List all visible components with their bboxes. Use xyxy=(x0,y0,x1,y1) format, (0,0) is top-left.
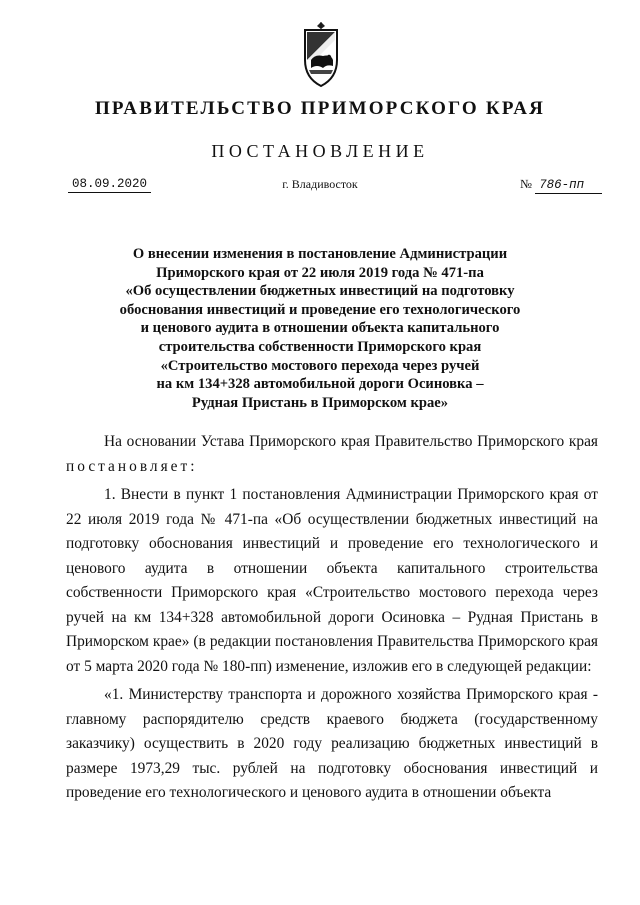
heading-line: обоснования инвестиций и проведение его технологического xyxy=(119,301,521,318)
primorsky-krai-coat-of-arms-icon xyxy=(295,20,347,88)
heading-line: строительства собственности Приморского края xyxy=(158,338,482,355)
document-city: г. Владивосток xyxy=(282,177,358,191)
paragraph-preamble xyxy=(66,430,598,479)
paragraph-quoted-item: «1. Министерству транспорта и дорожного хозяйства Приморского края - главному распорядителю средств краевого бюджета (государственному заказчику) осуществить в 2020 году реализацию бюджетных инвестиций в размере 1973,29 тыс. рублей на подготовку обоснования инвестиций и проведение его технологического и ценового аудита в отношении объекта xyxy=(66,686,598,801)
number-value: 786-пп xyxy=(535,178,602,194)
heading-line: О внесении изменения в постановление Администрации xyxy=(132,246,508,262)
document-heading xyxy=(70,245,570,412)
document-date: 08.09.2020 xyxy=(68,177,151,193)
document-number xyxy=(520,177,602,192)
heading-line: на км 134+328 автомобильной дороги Осиновка – xyxy=(156,376,484,393)
document-body xyxy=(66,430,598,810)
resolve-word: постановляет: xyxy=(66,457,198,475)
number-prefix: № xyxy=(520,177,532,191)
document-type: ПОСТАНОВЛЕНИЕ xyxy=(211,141,429,161)
heading-line: и ценового аудита в отношении объекта капитального xyxy=(140,320,500,337)
government-title: ПРАВИТЕЛЬСТВО ПРИМОРСКОГО КРАЯ xyxy=(94,98,546,119)
heading-line: «Об осуществлении бюджетных инвестиций на подготовку xyxy=(125,283,515,300)
preamble-text: На основании Устава Приморского края Правительство Приморского края xyxy=(104,433,598,450)
heading-line: «Строительство мостового перехода через ручей xyxy=(160,357,480,374)
paragraph-item-1: 1. Внести в пункт 1 постановления Администрации Приморского края от 22 июля 2019 года № 471-па «Об осуществлении бюджетных инвестиций на подготовку обоснования инвестиций и проведение его технологического и ценового аудита в отношении объекта капитального строительства собственности Приморского края «Строительство мостового перехода через ручей на км 134+328 автомобильной дороги Осиновка – Рудная Пристань в Приморском крае» (в редакции постановления Правительства Приморского края от 5 марта 2020 года № 180-пп) изменение, изложив его в следующей редакции: xyxy=(66,486,598,675)
heading-line: Приморского края от 22 июля 2019 года № 471-па xyxy=(156,264,484,281)
heading-line: Рудная Пристань в Приморском крае» xyxy=(191,394,449,411)
